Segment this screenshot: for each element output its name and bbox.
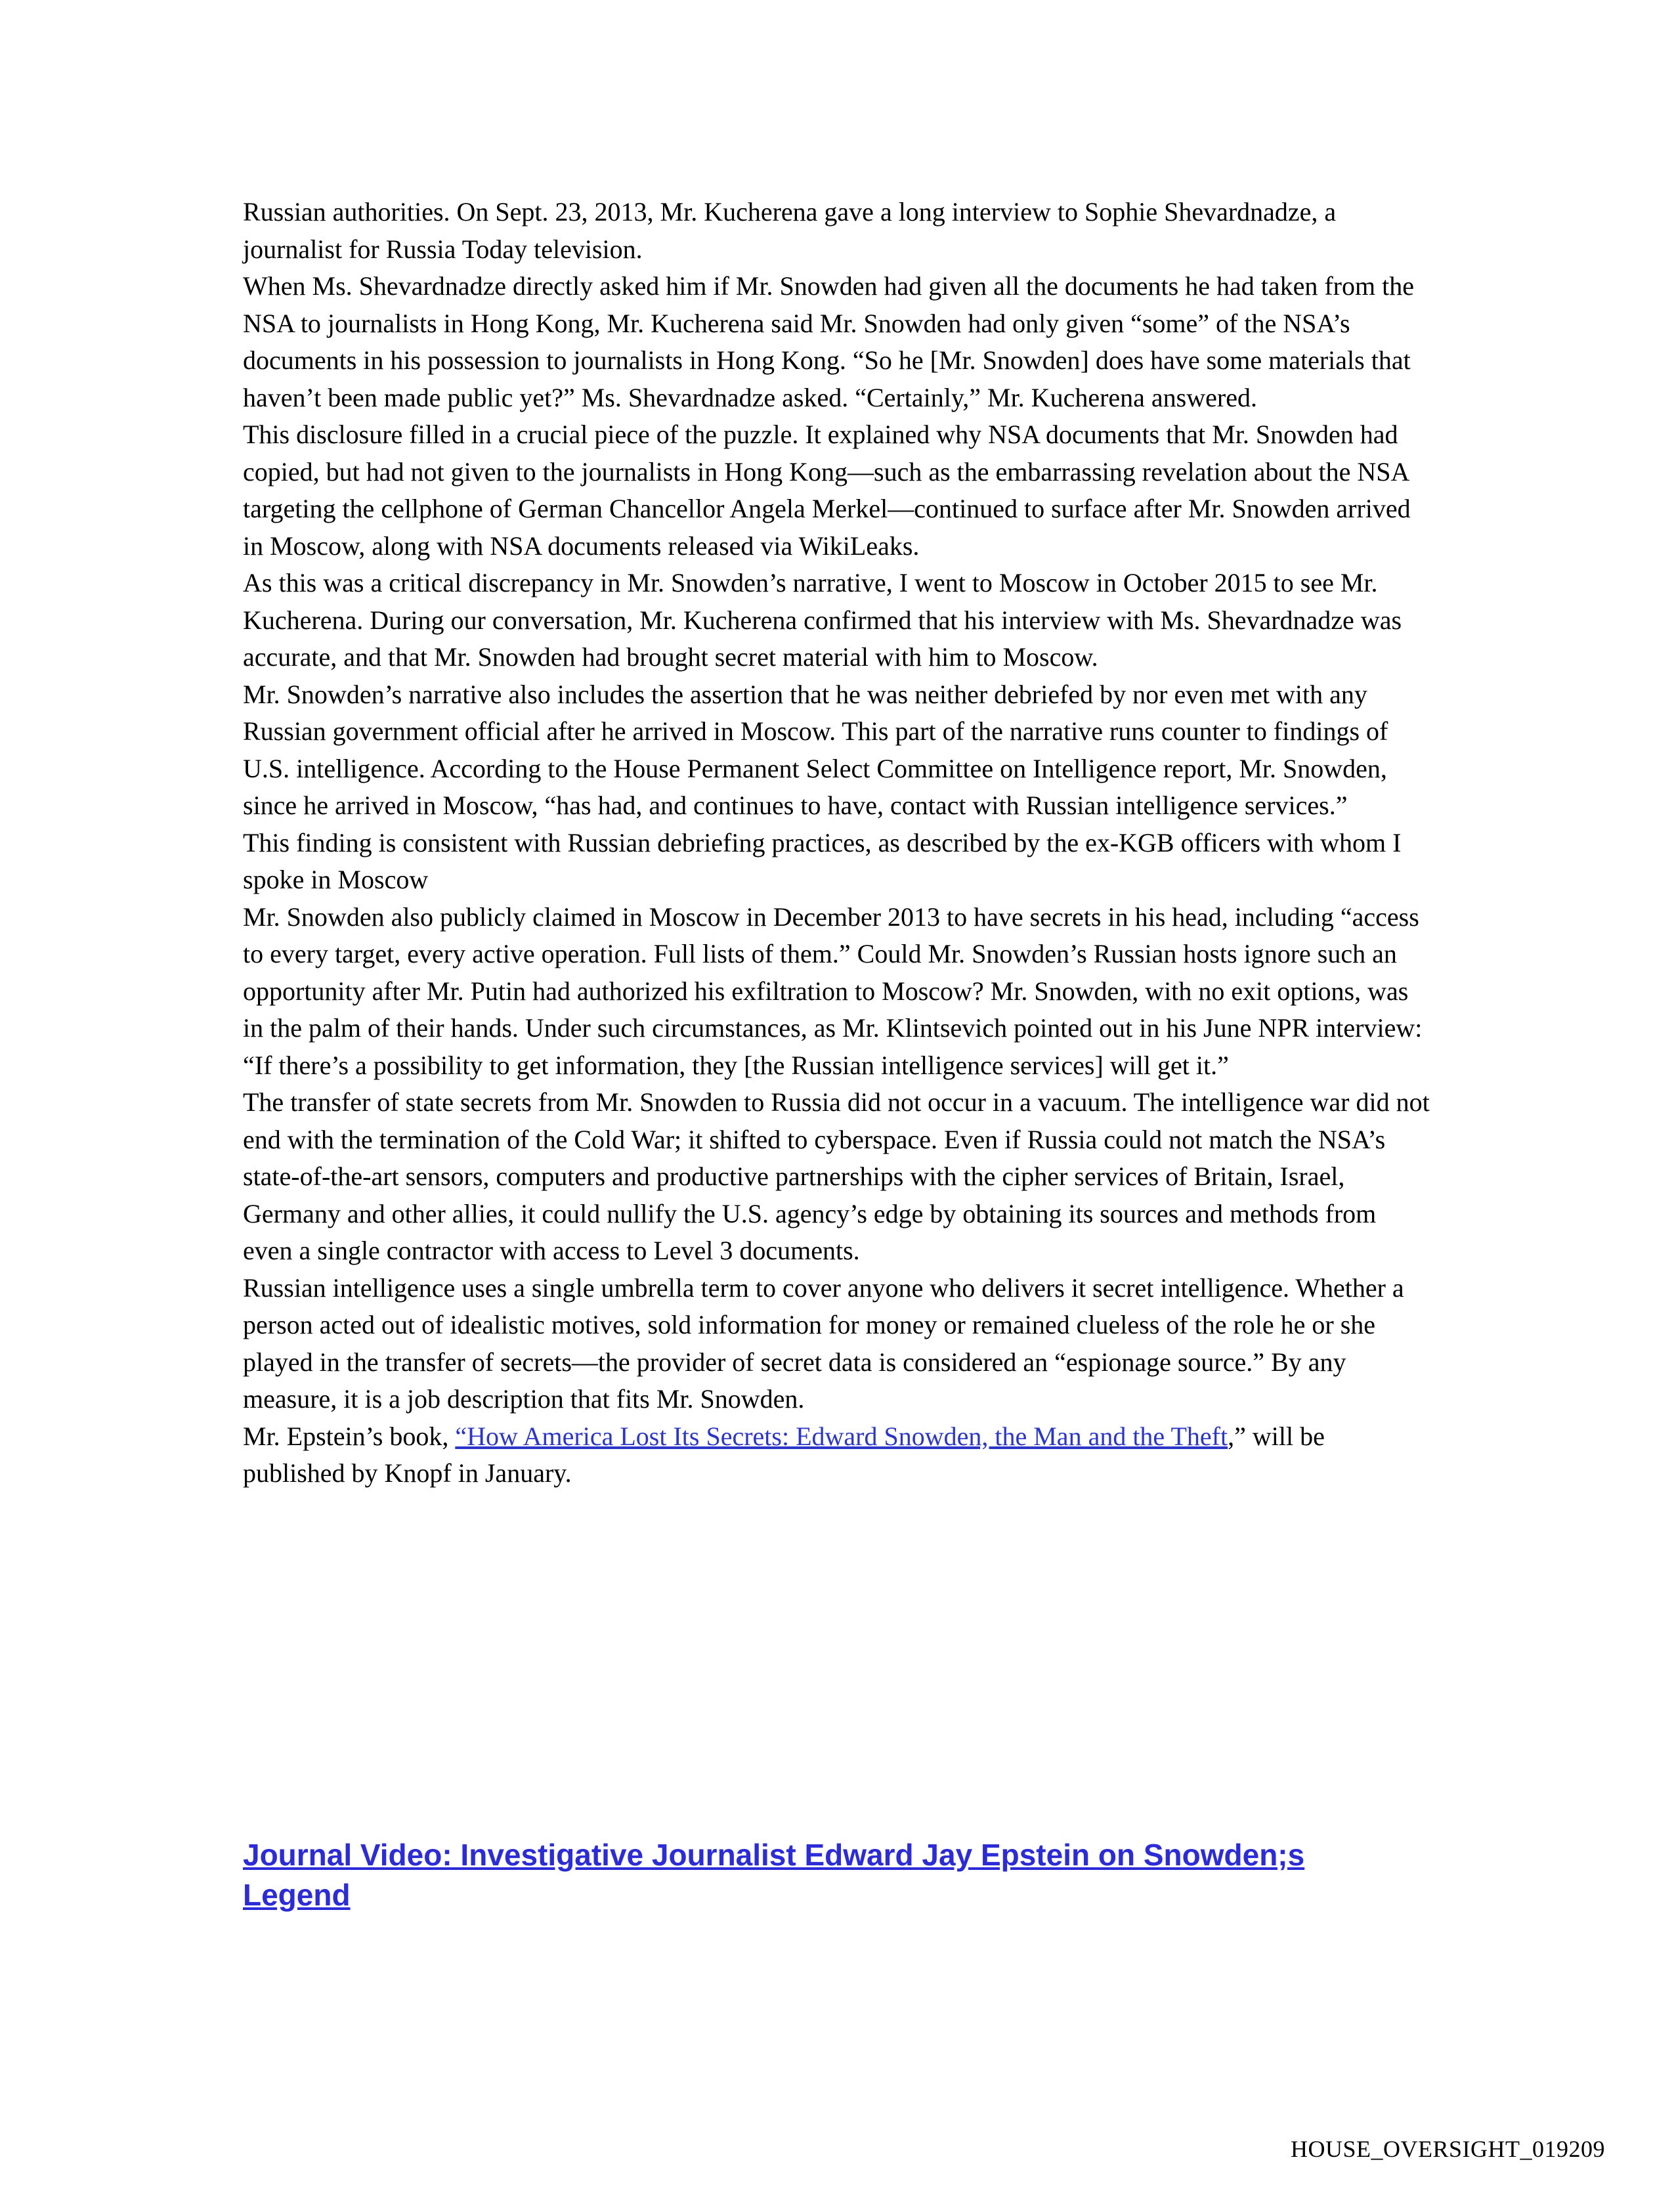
paragraph: As this was a critical discrepancy in Mr. Snowden’s narrative, I went to Moscow in October 2015 to see Mr. Kucherena. During our conversation, Mr. Kucherena confirmed that his interview with Ms. Shevardnadze was accurate, and that Mr. Snowden had brought secret material with him to Moscow. — [243, 568, 1402, 672]
book-credit-lead: Mr. Epstein’s book, — [243, 1421, 456, 1451]
paragraph: Mr. Snowden’s narrative also includes the assertion that he was neither debriefed by nor even met with any Russian government official after he arrived in Moscow. This part of the narrative runs counter to findings of U.S. intelligence. According to the House Permanent Select Committee on Intelligence report, Mr. Snowden, since he arrived in Moscow, “has had, and continues to have, contact with Russian intelligence services.” — [243, 679, 1388, 820]
bates-stamp: HOUSE_OVERSIGHT_019209 — [1291, 2136, 1605, 2162]
paragraph: This disclosure filled in a crucial piece of the puzzle. It explained why NSA documents that Mr. Snowden had copied, but had not given to the journalists in Hong Kong—such as the embarrassing revelation about the NSA targeting the cellphone of German Chancellor Angela Merkel—continued to surface after Mr. Snowden arrived in Moscow, along with NSA documents released via WikiLeaks. — [243, 420, 1411, 561]
paragraph: The transfer of state secrets from Mr. Snowden to Russia did not occur in a vacuum. The intelligence war did not end with the termination of the Cold War; it shifted to cyberspace. Even if Russia could not match the NSA’s state-of-the-art sensors, computers and productive partnerships with the cipher services of Britain, Israel, Germany and other allies, it could nullify the U.S. agency’s edge by obtaining its sources and methods from even a single contractor with access to Level 3 documents. — [243, 1087, 1430, 1265]
paragraph: This finding is consistent with Russian debriefing practices, as described by the ex-KGB officers with whom I spoke in Moscow — [243, 827, 1402, 894]
paragraph: When Ms. Shevardnadze directly asked him if Mr. Snowden had given all the documents he had taken from the NSA to journalists in Hong Kong, Mr. Kucherena said Mr. Snowden had only given “some” of the NSA’s documents in his possession to journalists in Hong Kong. “So he [Mr. Snowden] does have some materials that haven’t been made public yet?” Ms. Shevardnadze asked. “Certainly,” Mr. Kucherena answered. — [243, 271, 1414, 412]
paragraph-book-credit — [243, 1418, 1431, 1492]
journal-video-link[interactable]: Journal Video: Investigative Journalist Edward Jay Epstein on Snowden;s Legend — [243, 1838, 1305, 1912]
book-title-link[interactable]: “How America Lost Its Secrets: Edward Snowden, the Man and the Theft — [455, 1421, 1228, 1451]
book-credit-tail: ,” will be published by Knopf in January. — [243, 1421, 1325, 1488]
paragraph: Russian intelligence uses a single umbrella term to cover anyone who delivers it secret intelligence. Whether a person acted out of idealistic motives, sold information for money or remained clueless of the role he or she played in the transfer of secrets—the provider of secret data is considered an “espionage source.” By any measure, it is a job description that fits Mr. Snowden. — [243, 1272, 1404, 1414]
paragraph: Mr. Snowden also publicly claimed in Moscow in December 2013 to have secrets in his head, including “access to every target, every active operation. Full lists of them.” Could Mr. Snowden’s Russian hosts ignore such an opportunity after Mr. Putin had authorized his exfiltration to Moscow? Mr. Snowden, with no exit options, was in the palm of their hands. Under such circumstances, as Mr. Klintsevich pointed out in his June NPR interview: “If there’s a possibility to get information, they [the Russian intelligence services] will get it.” — [243, 901, 1423, 1080]
document-body — [243, 194, 1431, 1492]
paragraph: Russian authorities. On Sept. 23, 2013, Mr. Kucherena gave a long interview to Sophie Shevardnadze, a journalist for Russia Today television. — [243, 197, 1337, 264]
